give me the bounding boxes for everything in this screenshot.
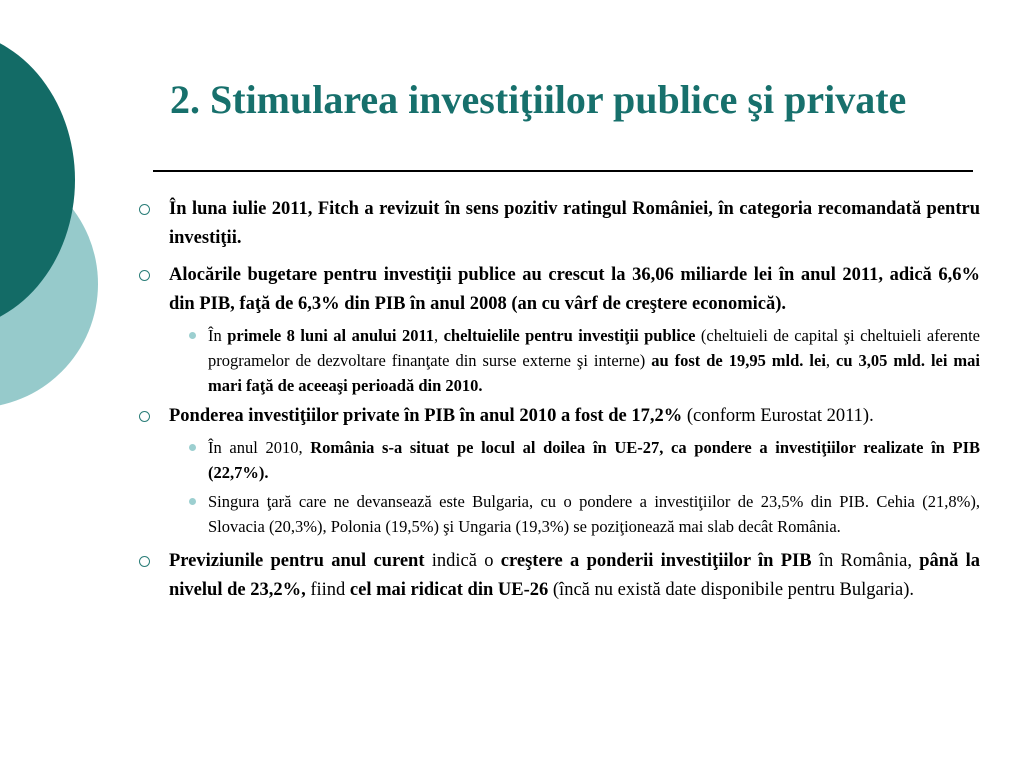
text-segment: România s-a situat pe locul al doilea în UE-27, ca pondere a investiţiilor realizate în PIB (22,7%). xyxy=(208,438,980,482)
slide-title: 2. Stimularea investiţiilor publice şi private xyxy=(170,77,907,122)
bullet-item xyxy=(138,547,980,605)
text-segment: , xyxy=(434,326,444,345)
dot-bullet-icon xyxy=(189,332,196,339)
text-segment: în România, xyxy=(811,551,920,571)
text-segment: În luna iulie 2011, Fitch a revizuit în sens pozitiv ratingul României, în categoria recomandată pentru investiţii. xyxy=(169,199,980,248)
text-segment: Ponderea investiţiilor private în PIB în anul 2010 a fost de 17,2% xyxy=(169,406,683,426)
text-segment: cel mai ridicat din UE-26 xyxy=(349,580,549,600)
hollow-circle-bullet-icon xyxy=(139,411,150,422)
text-segment: primele 8 luni al anului 2011 xyxy=(227,326,435,345)
dot-bullet-icon xyxy=(189,444,196,451)
text-segment: fiind xyxy=(305,580,350,600)
text-segment: Previziunile pentru anul curent xyxy=(169,551,425,571)
bullet-item xyxy=(138,261,980,319)
sub-bullet-item xyxy=(138,323,980,398)
text-segment: au fost de 19,95 mld. lei xyxy=(651,351,826,370)
text-segment: Alocările bugetare pentru investiţii publice au crescut la 36,06 miliarde lei în anul 2011, adică 6,6% din PIB, faţă de 6,3% din PIB în anul 2008 (an cu vârf de creştere economică). xyxy=(169,265,980,314)
text-segment: (încă nu există date disponibile pentru Bulgaria). xyxy=(548,580,915,600)
bullet-item xyxy=(138,195,980,253)
bullet-list xyxy=(138,195,980,605)
text-segment: până la nivelul de 23,2%, xyxy=(169,551,980,600)
text-segment: Singura ţară care ne devansează este Bulgaria, cu o pondere a investiţiilor de 23,5% din PIB. Cehia (21,8%), Slovacia (20,3%), Polonia (19,5%) şi Ungaria (19,3%) se poziţionează mai slab decât România. xyxy=(208,492,980,536)
text-segment: creştere a ponderii investiţiilor în PIB xyxy=(500,551,812,571)
text-segment: cu 3,05 mld. lei mai mari faţă de aceeaşi perioadă din 2010. xyxy=(208,351,980,395)
text-segment: În xyxy=(208,326,228,345)
hollow-circle-bullet-icon xyxy=(139,270,150,281)
text-segment: , xyxy=(825,351,837,370)
text-segment: În anul 2010, xyxy=(208,438,311,457)
sub-bullet-item xyxy=(138,435,980,485)
text-segment: indică o xyxy=(424,551,501,571)
text-segment: (conform Eurostat 2011). xyxy=(682,406,874,426)
hollow-circle-bullet-icon xyxy=(139,556,150,567)
sub-bullet-item xyxy=(138,489,980,539)
bullet-item xyxy=(138,402,980,431)
text-segment: (cheltuieli de capital şi cheltuieli aferente programelor de dezvoltare finanţate din surse externe şi interne) xyxy=(208,326,981,370)
title-underline xyxy=(153,170,973,172)
text-segment: cheltuielile pentru investiţii publice xyxy=(443,326,696,345)
hollow-circle-bullet-icon xyxy=(139,204,150,215)
dot-bullet-icon xyxy=(189,498,196,505)
